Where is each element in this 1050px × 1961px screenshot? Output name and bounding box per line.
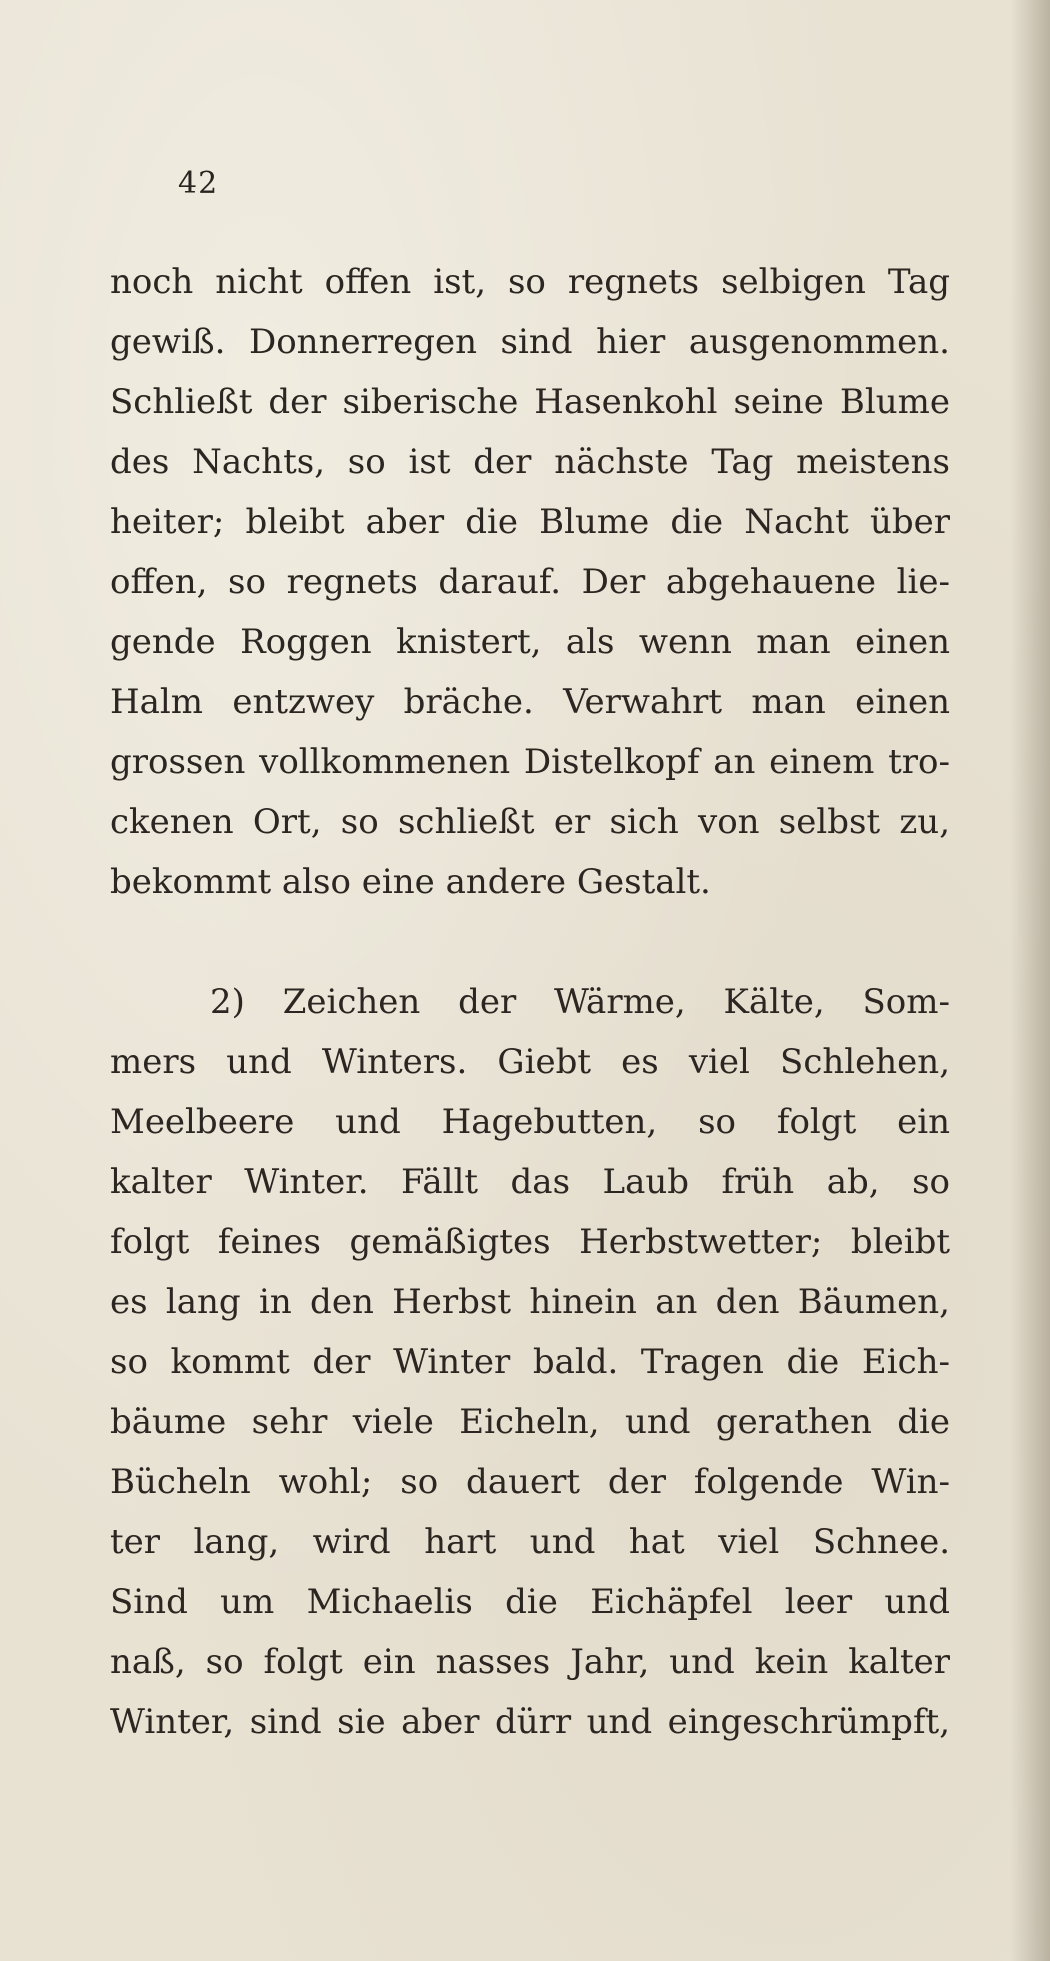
text-line: des Nachts, so ist der nächste Tag meistens xyxy=(110,442,950,482)
text-line: Sind um Michaelis die Eichäpfel leer und xyxy=(110,1582,950,1622)
text-line: Meelbeere und Hagebutten, so folgt ein xyxy=(110,1102,950,1142)
text-line: es lang in den Herbst hinein an den Bäumen, xyxy=(110,1282,950,1322)
text-line: folgt feines gemäßigtes Herbstwetter; bleibt xyxy=(110,1222,950,1262)
text-line: 2) Zeichen der Wärme, Kälte, Som- xyxy=(210,982,950,1022)
text-line: offen, so regnets darauf. Der abgehauene lie- xyxy=(110,562,950,602)
page-number: 42 xyxy=(178,166,219,201)
text-line: heiter; bleibt aber die Blume die Nacht über xyxy=(110,502,950,542)
text-line: Bücheln wohl; so dauert der folgende Win- xyxy=(110,1462,950,1502)
text-line: bäume sehr viele Eicheln, und gerathen die xyxy=(110,1402,950,1442)
text-line: gende Roggen knistert, als wenn man einen xyxy=(110,622,950,662)
text-line: Winter, sind sie aber dürr und eingeschrümpft, xyxy=(110,1702,950,1742)
spine-shadow xyxy=(1010,0,1050,1961)
text-line: naß, so folgt ein nasses Jahr, und kein kalter xyxy=(110,1642,950,1682)
text-line: mers und Winters. Giebt es viel Schlehen, xyxy=(110,1042,950,1082)
text-line: grossen vollkommenen Distelkopf an einem tro- xyxy=(110,742,950,782)
text-line: Halm entzwey bräche. Verwahrt man einen xyxy=(110,682,950,722)
text-line: Schließt der siberische Hasenkohl seine Blume xyxy=(110,382,950,422)
text-line: noch nicht offen ist, so regnets selbigen Tag xyxy=(110,262,950,302)
text-line: bekommt also eine andere Gestalt. xyxy=(110,862,711,902)
text-line: so kommt der Winter bald. Tragen die Eich- xyxy=(110,1342,950,1382)
text-line: kalter Winter. Fällt das Laub früh ab, so xyxy=(110,1162,950,1202)
text-line: gewiß. Donnerregen sind hier ausgenommen. xyxy=(110,322,950,362)
text-line: ckenen Ort, so schließt er sich von selbst zu, xyxy=(110,802,950,842)
text-line: ter lang, wird hart und hat viel Schnee. xyxy=(110,1522,950,1562)
